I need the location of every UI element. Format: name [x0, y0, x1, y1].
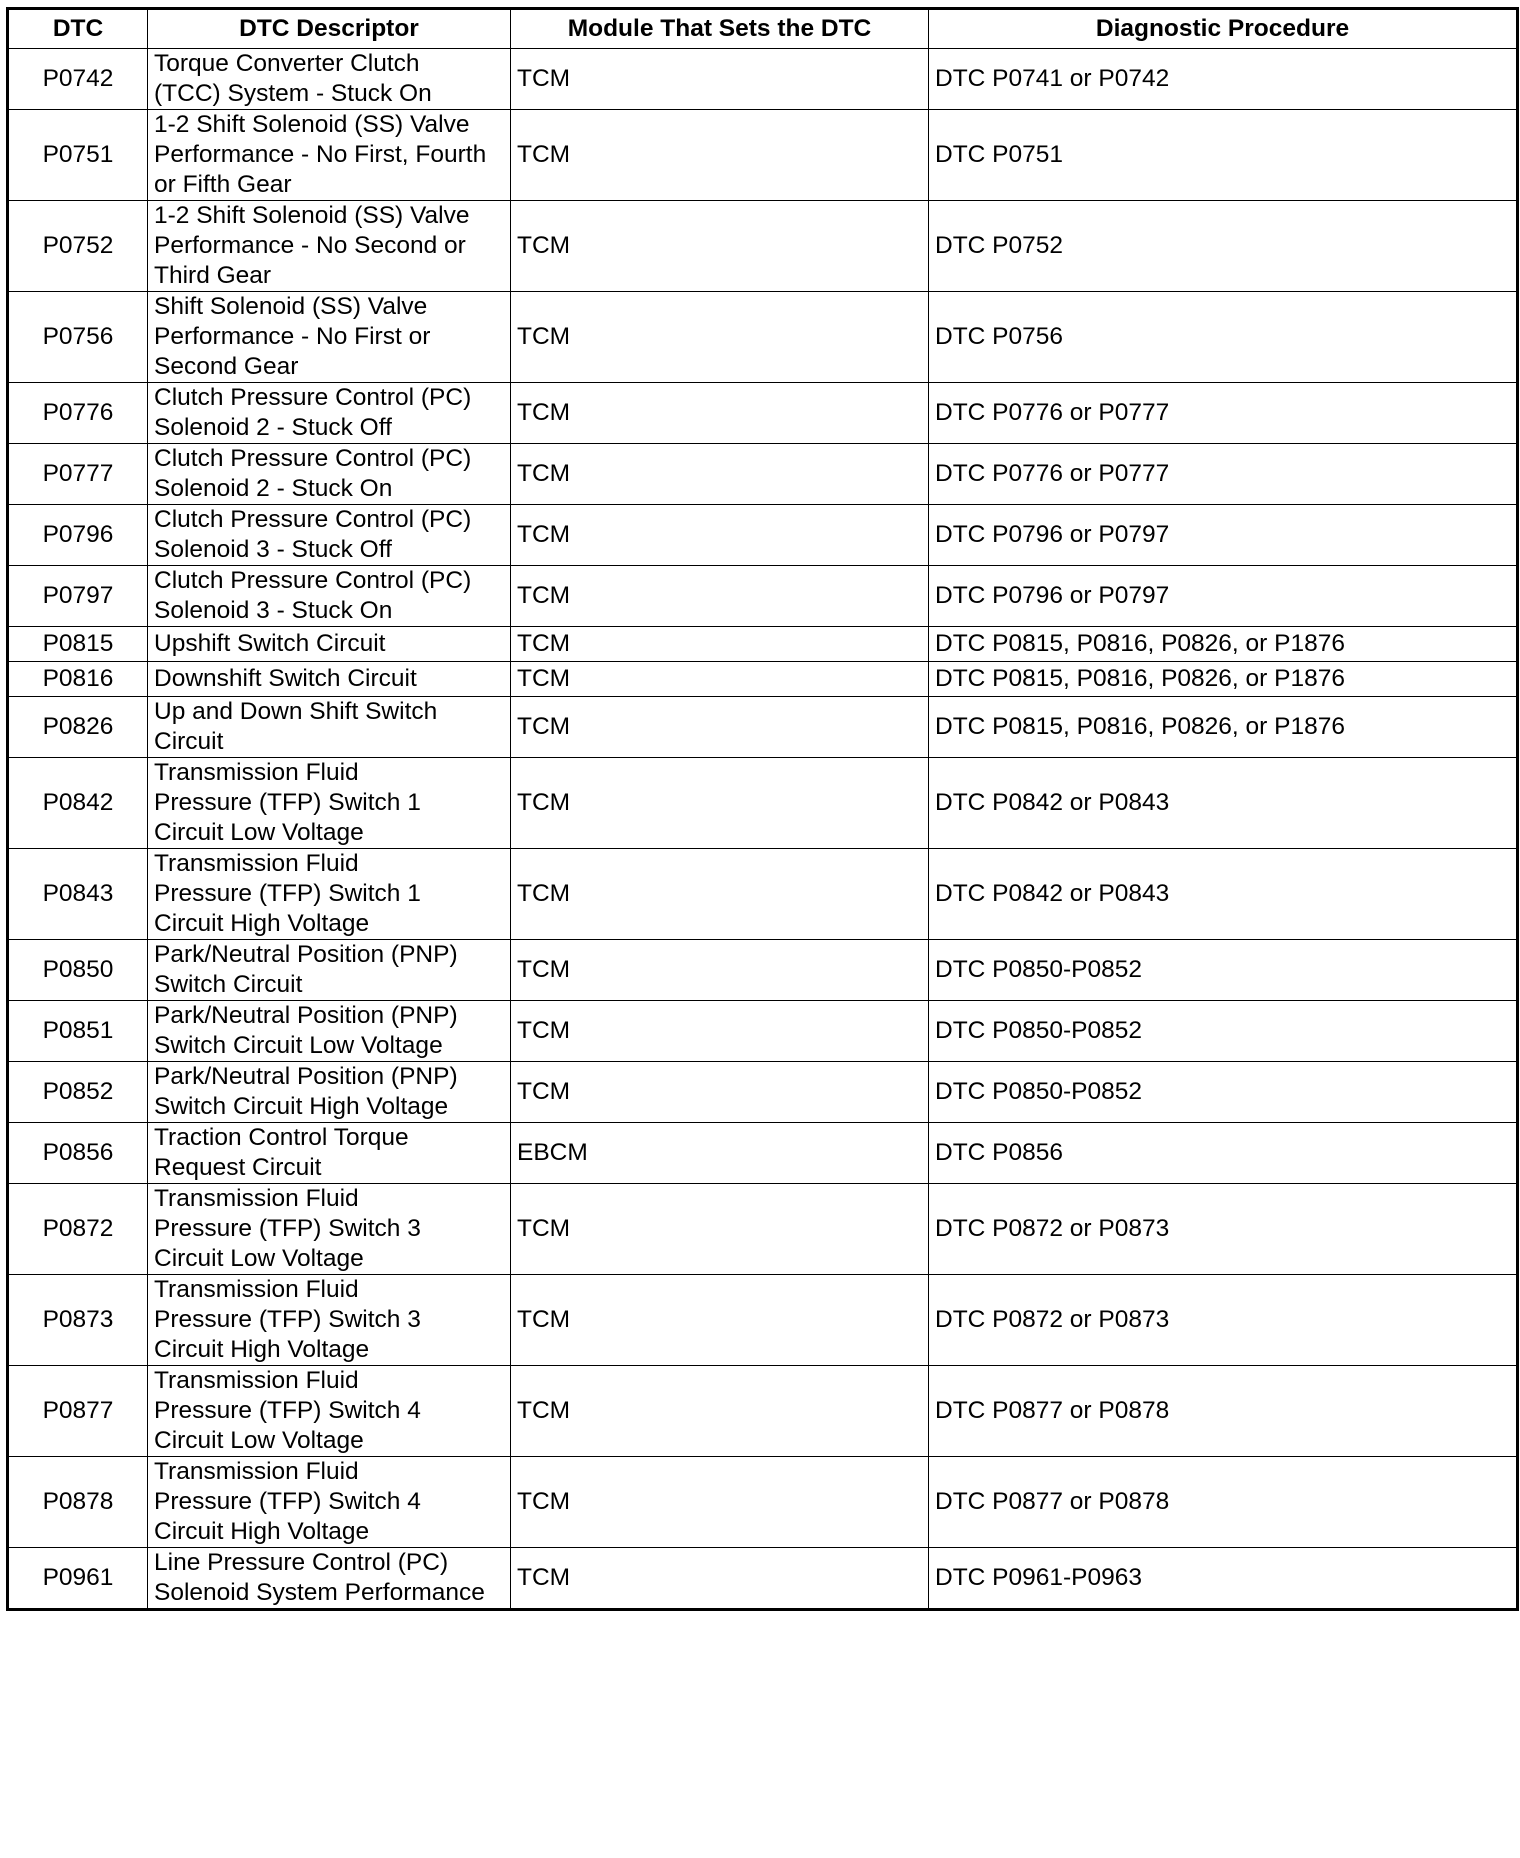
module-cell: TCM [511, 1184, 929, 1275]
dtc-descriptor-cell: Clutch Pressure Control (PC) Solenoid 2 - Stuck On [148, 444, 511, 505]
dtc-code-cell: P0851 [8, 1001, 148, 1062]
dtc-code-cell: P0816 [8, 662, 148, 697]
table-row [8, 566, 1518, 627]
module-cell: TCM [511, 1001, 929, 1062]
dtc-descriptor-cell: 1-2 Shift Solenoid (SS) Valve Performance - No First, Fourth or Fifth Gear [148, 110, 511, 201]
dtc-descriptor-cell: 1-2 Shift Solenoid (SS) Valve Performance - No Second or Third Gear [148, 201, 511, 292]
diagnostic-procedure-cell: DTC P0877 or P0878 [929, 1366, 1518, 1457]
table-row [8, 1184, 1518, 1275]
table-row [8, 49, 1518, 110]
module-cell: TCM [511, 758, 929, 849]
module-cell: TCM [511, 444, 929, 505]
table-row [8, 1062, 1518, 1123]
module-cell: TCM [511, 292, 929, 383]
diagnostic-procedure-cell: DTC P0872 or P0873 [929, 1275, 1518, 1366]
dtc-code-cell: P0742 [8, 49, 148, 110]
table-row [8, 627, 1518, 662]
table-row [8, 758, 1518, 849]
dtc-code-cell: P0842 [8, 758, 148, 849]
header-descriptor: DTC Descriptor [148, 9, 511, 49]
module-cell: TCM [511, 940, 929, 1001]
module-cell: TCM [511, 1275, 929, 1366]
diagnostic-procedure-cell: DTC P0756 [929, 292, 1518, 383]
diagnostic-procedure-cell: DTC P0815, P0816, P0826, or P1876 [929, 627, 1518, 662]
diagnostic-procedure-cell: DTC P0842 or P0843 [929, 849, 1518, 940]
diagnostic-procedure-cell: DTC P0850-P0852 [929, 1062, 1518, 1123]
module-cell: TCM [511, 566, 929, 627]
module-cell: TCM [511, 1062, 929, 1123]
table-row [8, 1457, 1518, 1548]
module-cell: TCM [511, 1366, 929, 1457]
diagnostic-procedure-cell: DTC P0776 or P0777 [929, 444, 1518, 505]
dtc-code-cell: P0756 [8, 292, 148, 383]
table-row [8, 201, 1518, 292]
table-row [8, 444, 1518, 505]
dtc-code-cell: P0961 [8, 1548, 148, 1610]
diagnostic-procedure-cell: DTC P0872 or P0873 [929, 1184, 1518, 1275]
diagnostic-procedure-cell: DTC P0796 or P0797 [929, 505, 1518, 566]
dtc-descriptor-cell: Transmission Fluid Pressure (TFP) Switch 4 Circuit High Voltage [148, 1457, 511, 1548]
diagnostic-procedure-cell: DTC P0877 or P0878 [929, 1457, 1518, 1548]
module-cell: TCM [511, 849, 929, 940]
table-row [8, 1275, 1518, 1366]
dtc-table [6, 7, 1519, 1611]
table-row [8, 383, 1518, 444]
table-row [8, 1123, 1518, 1184]
module-cell: TCM [511, 383, 929, 444]
dtc-code-cell: P0797 [8, 566, 148, 627]
dtc-descriptor-cell: Line Pressure Control (PC) Solenoid System Performance [148, 1548, 511, 1610]
dtc-descriptor-cell: Transmission Fluid Pressure (TFP) Switch 1 Circuit Low Voltage [148, 758, 511, 849]
table-row [8, 849, 1518, 940]
table-row [8, 110, 1518, 201]
dtc-code-cell: P0878 [8, 1457, 148, 1548]
dtc-descriptor-cell: Clutch Pressure Control (PC) Solenoid 2 - Stuck Off [148, 383, 511, 444]
diagnostic-procedure-cell: DTC P0751 [929, 110, 1518, 201]
header-dtc: DTC [8, 9, 148, 49]
module-cell: TCM [511, 110, 929, 201]
diagnostic-procedure-cell: DTC P0850-P0852 [929, 1001, 1518, 1062]
module-cell: EBCM [511, 1123, 929, 1184]
dtc-code-cell: P0796 [8, 505, 148, 566]
table-row [8, 292, 1518, 383]
module-cell: TCM [511, 1457, 929, 1548]
module-cell: TCM [511, 697, 929, 758]
module-cell: TCM [511, 662, 929, 697]
dtc-code-cell: P0873 [8, 1275, 148, 1366]
dtc-code-cell: P0826 [8, 697, 148, 758]
diagnostic-procedure-cell: DTC P0796 or P0797 [929, 566, 1518, 627]
dtc-code-cell: P0850 [8, 940, 148, 1001]
dtc-descriptor-cell: Clutch Pressure Control (PC) Solenoid 3 - Stuck On [148, 566, 511, 627]
dtc-descriptor-cell: Transmission Fluid Pressure (TFP) Switch 4 Circuit Low Voltage [148, 1366, 511, 1457]
dtc-descriptor-cell: Transmission Fluid Pressure (TFP) Switch 3 Circuit Low Voltage [148, 1184, 511, 1275]
table-row [8, 505, 1518, 566]
module-cell: TCM [511, 201, 929, 292]
table-row [8, 940, 1518, 1001]
dtc-code-cell: P0815 [8, 627, 148, 662]
dtc-descriptor-cell: Park/Neutral Position (PNP) Switch Circuit [148, 940, 511, 1001]
dtc-code-cell: P0852 [8, 1062, 148, 1123]
dtc-code-cell: P0877 [8, 1366, 148, 1457]
dtc-descriptor-cell: Torque Converter Clutch (TCC) System - Stuck On [148, 49, 511, 110]
dtc-code-cell: P0872 [8, 1184, 148, 1275]
dtc-code-cell: P0776 [8, 383, 148, 444]
table-row [8, 1548, 1518, 1610]
diagnostic-procedure-cell: DTC P0842 or P0843 [929, 758, 1518, 849]
dtc-descriptor-cell: Downshift Switch Circuit [148, 662, 511, 697]
dtc-descriptor-cell: Clutch Pressure Control (PC) Solenoid 3 - Stuck Off [148, 505, 511, 566]
dtc-descriptor-cell: Shift Solenoid (SS) Valve Performance - No First or Second Gear [148, 292, 511, 383]
dtc-code-cell: P0843 [8, 849, 148, 940]
table-body [8, 49, 1518, 1610]
dtc-code-cell: P0777 [8, 444, 148, 505]
diagnostic-procedure-cell: DTC P0741 or P0742 [929, 49, 1518, 110]
header-procedure: Diagnostic Procedure [929, 9, 1518, 49]
dtc-descriptor-cell: Park/Neutral Position (PNP) Switch Circuit High Voltage [148, 1062, 511, 1123]
table-row [8, 662, 1518, 697]
table-row [8, 1366, 1518, 1457]
diagnostic-procedure-cell: DTC P0815, P0816, P0826, or P1876 [929, 662, 1518, 697]
dtc-code-cell: P0752 [8, 201, 148, 292]
diagnostic-procedure-cell: DTC P0856 [929, 1123, 1518, 1184]
module-cell: TCM [511, 49, 929, 110]
module-cell: TCM [511, 627, 929, 662]
diagnostic-procedure-cell: DTC P0961-P0963 [929, 1548, 1518, 1610]
dtc-code-cell: P0751 [8, 110, 148, 201]
table-row [8, 697, 1518, 758]
diagnostic-procedure-cell: DTC P0850-P0852 [929, 940, 1518, 1001]
table-row [8, 1001, 1518, 1062]
dtc-descriptor-cell: Upshift Switch Circuit [148, 627, 511, 662]
dtc-descriptor-cell: Transmission Fluid Pressure (TFP) Switch 1 Circuit High Voltage [148, 849, 511, 940]
dtc-descriptor-cell: Park/Neutral Position (PNP) Switch Circuit Low Voltage [148, 1001, 511, 1062]
header-module: Module That Sets the DTC [511, 9, 929, 49]
dtc-descriptor-cell: Transmission Fluid Pressure (TFP) Switch 3 Circuit High Voltage [148, 1275, 511, 1366]
diagnostic-procedure-cell: DTC P0752 [929, 201, 1518, 292]
module-cell: TCM [511, 505, 929, 566]
module-cell: TCM [511, 1548, 929, 1610]
diagnostic-procedure-cell: DTC P0776 or P0777 [929, 383, 1518, 444]
dtc-code-cell: P0856 [8, 1123, 148, 1184]
dtc-descriptor-cell: Traction Control Torque Request Circuit [148, 1123, 511, 1184]
header-row [8, 9, 1518, 49]
diagnostic-procedure-cell: DTC P0815, P0816, P0826, or P1876 [929, 697, 1518, 758]
dtc-descriptor-cell: Up and Down Shift Switch Circuit [148, 697, 511, 758]
